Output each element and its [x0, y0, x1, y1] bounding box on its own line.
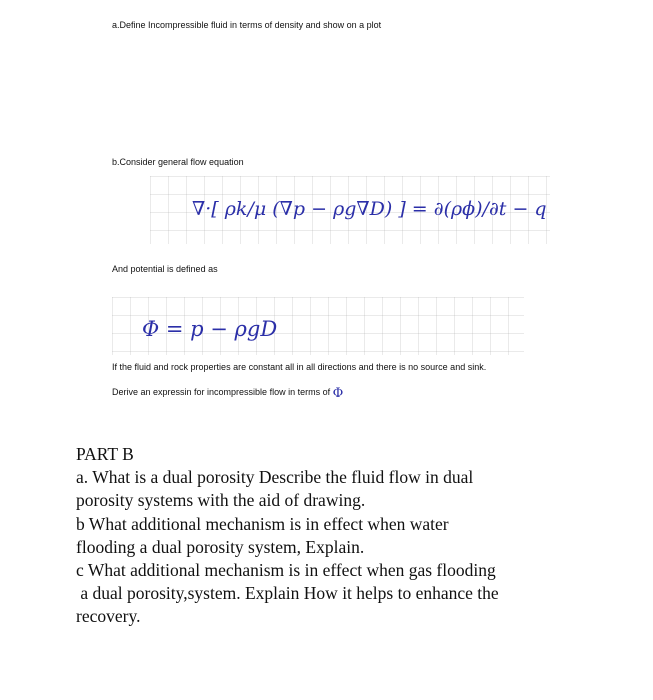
part-b-heading: PART B — [76, 444, 134, 464]
question-b-text: b.Consider general flow equation — [112, 157, 244, 167]
part-b-line: porosity systems with the aid of drawing. — [76, 490, 366, 511]
potential-equation: Φ = p − ρgD — [142, 317, 278, 341]
potential-intro-text: And potential is defined as — [112, 264, 218, 274]
potential-equation-image — [112, 297, 524, 355]
flow-equation-image — [150, 176, 550, 244]
derive-label: Derive an expressin for incompressible flow in terms of — [112, 387, 331, 397]
phi-symbol: Φ — [332, 386, 344, 401]
part-b-line: recovery. — [76, 606, 141, 627]
part-b-line: a dual porosity,system. Explain How it helps to enhance the — [76, 583, 499, 604]
condition-text: If the fluid and rock properties are constant all in all directions and there is no source and sink. — [112, 362, 487, 372]
part-b-line: c What additional mechanism is in effect when gas flooding — [76, 560, 496, 581]
derive-text — [112, 386, 343, 401]
question-a-text: a.Define Incompressible fluid in terms of density and show on a plot — [112, 20, 382, 30]
part-b-line: a. What is a dual porosity Describe the fluid flow in dual — [76, 467, 474, 488]
part-b-line: b What additional mechanism is in effect when water — [76, 513, 449, 534]
part-b-line: flooding a dual porosity system, Explain. — [76, 536, 365, 557]
flow-equation: ∇·[ ρk/μ (∇p − ρg∇D) ] = ∂(ρϕ)/∂t − q — [192, 198, 547, 220]
part-b-section — [76, 443, 576, 629]
